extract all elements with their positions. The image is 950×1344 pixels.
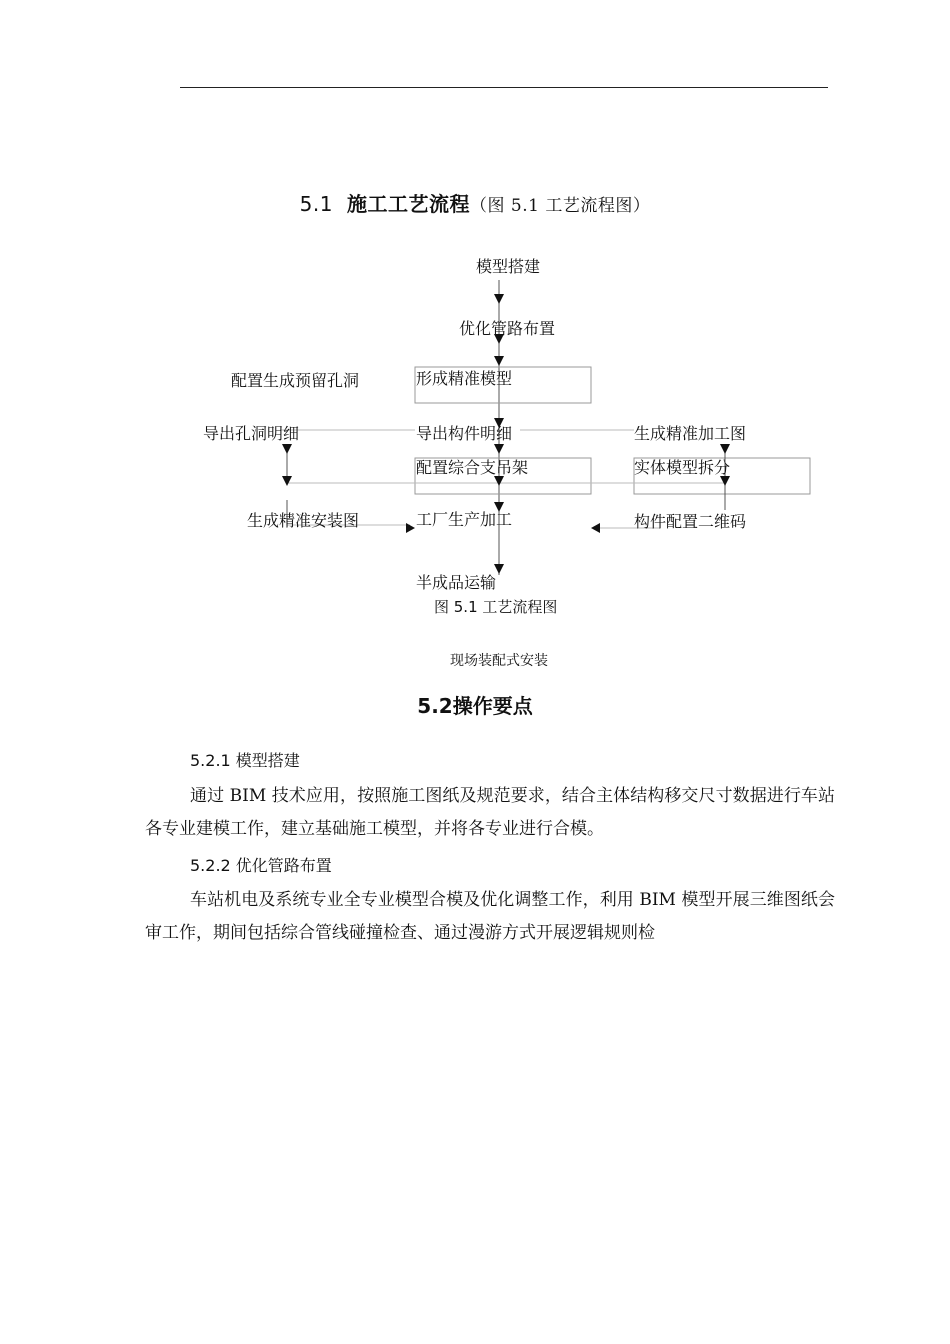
flow-node-support-hanger: 配置综合支吊架 (416, 458, 529, 477)
flow-node-factory-production: 工厂生产加工 (416, 510, 513, 529)
flow-node-component-details: 导出构件明细 (416, 424, 513, 443)
section-caption: （图 5.1 工艺流程图） (469, 196, 651, 216)
flow-node-accurate-model: 形成精准模型 (416, 369, 513, 388)
subsection-5-2-1-text: 通过 BIM 技术应用，按照施工图纸及规范要求，结合主体结构移交尺寸数据进行车站各专业建模工作，建立基础施工模型，并将各专业进行合模。 (145, 786, 835, 839)
section-number: 5.1 (299, 192, 333, 216)
section-title: 施工工艺流程 (346, 192, 470, 216)
flow-node-model-build: 模型搭建 (476, 257, 541, 276)
flow-node-optimize-pipes: 优化管路布置 (459, 319, 556, 338)
subsection-5-2-2-heading: 5.2.2 优化管路布置 (190, 856, 332, 875)
subsection-5-2-1-heading: 5.2.1 模型搭建 (190, 751, 300, 770)
subsection-5-2-2-text: 车站机电及系统专业全专业模型合模及优化调整工作，利用 BIM 模型开展三维图纸会审工作，期间包括综合管线碰撞检查、通过漫游方式开展逻辑规则检 (145, 890, 835, 943)
flow-node-install-drawing: 生成精准安装图 (247, 511, 360, 530)
section-5-2-heading: 5.2操作要点 (417, 694, 533, 718)
flow-node-model-split: 实体模型拆分 (634, 458, 731, 477)
flow-node-onsite-install: 现场装配式安装 (450, 653, 548, 669)
figure-label: 图 5.1 工艺流程图 (434, 598, 558, 616)
flow-node-reserved-holes: 配置生成预留孔洞 (231, 371, 360, 390)
flow-node-hole-details: 导出孔洞明细 (203, 424, 300, 443)
flow-node-transport: 半成品运输 (416, 573, 497, 592)
flow-node-processing-drawing: 生成精准加工图 (634, 424, 747, 443)
flow-node-qr-code: 构件配置二维码 (634, 512, 747, 531)
